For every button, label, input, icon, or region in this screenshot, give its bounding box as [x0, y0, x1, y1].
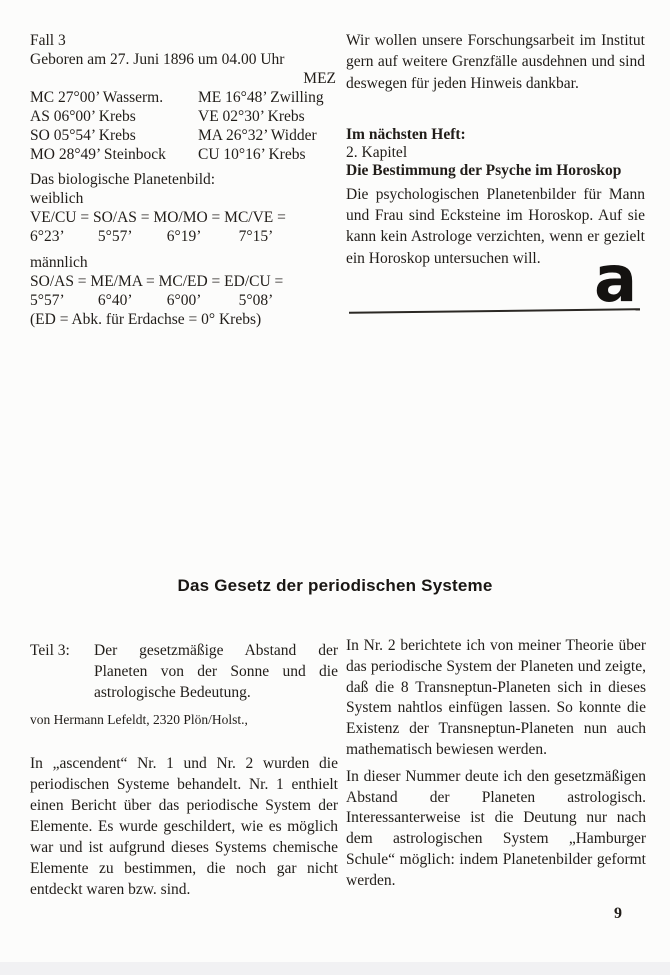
female-value: 6°19’ [166, 228, 202, 245]
female-value: 5°57’ [97, 228, 133, 245]
position-left: AS 06°00’ Krebs [30, 108, 136, 125]
position-row [30, 107, 338, 126]
bio-planetenbild-heading: Das biologische Planetenbild: [30, 171, 216, 188]
male-value: 5°08’ [238, 292, 274, 309]
male-formula: SO/AS = ME/MA = MC/ED = ED/CU = [30, 273, 284, 290]
page-number: 9 [614, 905, 622, 922]
part-heading [30, 640, 338, 703]
birth-line: Geboren am 27. Juni 1896 um 04.00 Uhr [30, 51, 285, 68]
article-title: Das Gesetz der periodischen Systeme [177, 576, 493, 595]
position-row [30, 145, 338, 164]
position-right: CU 10°16’ Krebs [198, 146, 306, 163]
case-title: Fall 3 [30, 32, 66, 49]
female-value: 7°15’ [238, 228, 274, 245]
article-paragraph-left: In „ascendent“ Nr. 1 und Nr. 2 wurden die periodischen Systeme behandelt. Nr. 1 enthielt einen Bericht über das periodische System der Elemente. Es wurde geschildert, wie es möglich war und ist aufgrund dieses Systems chemische Elemente zu bestimmen, die noch gar nicht entdeckt waren bzw. sind. [30, 755, 338, 898]
female-values-row [30, 227, 338, 246]
male-values-row [30, 291, 338, 310]
position-right: ME 16°48’ Zwilling [198, 89, 324, 106]
position-right: MA 26°32’ Widder [198, 127, 317, 144]
male-value: 5°57’ [30, 292, 65, 309]
male-value: 6°00’ [166, 292, 202, 309]
male-label: männlich [30, 254, 88, 271]
article-right-column [346, 636, 646, 892]
ascendent-a-logo: a [594, 243, 638, 317]
page-edge-shadow [0, 962, 670, 975]
position-left: MO 28°49’ Steinbock [30, 146, 166, 163]
position-left: SO 05°54’ Krebs [30, 127, 136, 144]
ed-abbreviation-note: (ED = Abk. für Erdachse = 0° Krebs) [30, 311, 262, 328]
female-value: 6°23’ [30, 228, 65, 245]
chapter-label: 2. Kapitel [346, 143, 408, 161]
chapter-title: Die Bestimmung der Psyche im Horoskop [346, 161, 622, 179]
timezone-label: MEZ [303, 70, 336, 87]
institute-paragraph: Wir wollen unsere Forschungsarbeit im Institut gern auf weitere Grenzfälle ausdehnen und sind deswegen für jeden Hinweis dankbar. [346, 32, 645, 92]
position-row [30, 88, 338, 107]
female-label: weiblich [30, 190, 84, 207]
article-paragraph-right-2: In dieser Nummer deute ich den gesetzmäßigen Abstand der Planeten astrologisch. Interessanterweise ist die Deutung nur nach dem astrologischen System „Hamburger Schule“ möglich: indem Planetenbilder geformt werden. [346, 767, 646, 889]
institute-column [346, 30, 645, 317]
part-title: Der gesetzmäßige Abstand der Planeten von der Sonne und die astrologische Bedeutung. [94, 642, 338, 701]
article-paragraph-right-1: In Nr. 2 berichtete ich von meiner Theorie über das periodische System der Planeten und zeigte, daß die 8 Transneptun-Planeten sich in dieses System nahtlos einfügen lassen. So konnte die Existenz der Transneptun-Planeten nun auch mathematisch bewiesen werden. [346, 637, 646, 758]
position-left: MC 27°00’ Wasserm. [30, 89, 164, 106]
position-right: VE 02°30’ Krebs [198, 108, 305, 125]
case-data-column [30, 31, 338, 329]
part-label: Teil 3: [30, 642, 70, 659]
next-issue-teaser: Die psychologischen Planetenbilder für Mann und Frau sind Ecksteine im Horoskop. Auf sie kann kein Astrologe verzichten, wenn er gezielt ein Horoskop untersuchen will. [346, 185, 645, 267]
author-byline: von Hermann Lefeldt, 2320 Plön/Holst., [30, 712, 248, 727]
next-issue-heading: Im nächsten Heft: [346, 125, 466, 143]
article-left-column [30, 640, 338, 900]
male-value: 6°40’ [97, 292, 133, 309]
position-row [30, 126, 338, 145]
female-formula: VE/CU = SO/AS = MO/MO = MC/VE = [30, 209, 286, 226]
